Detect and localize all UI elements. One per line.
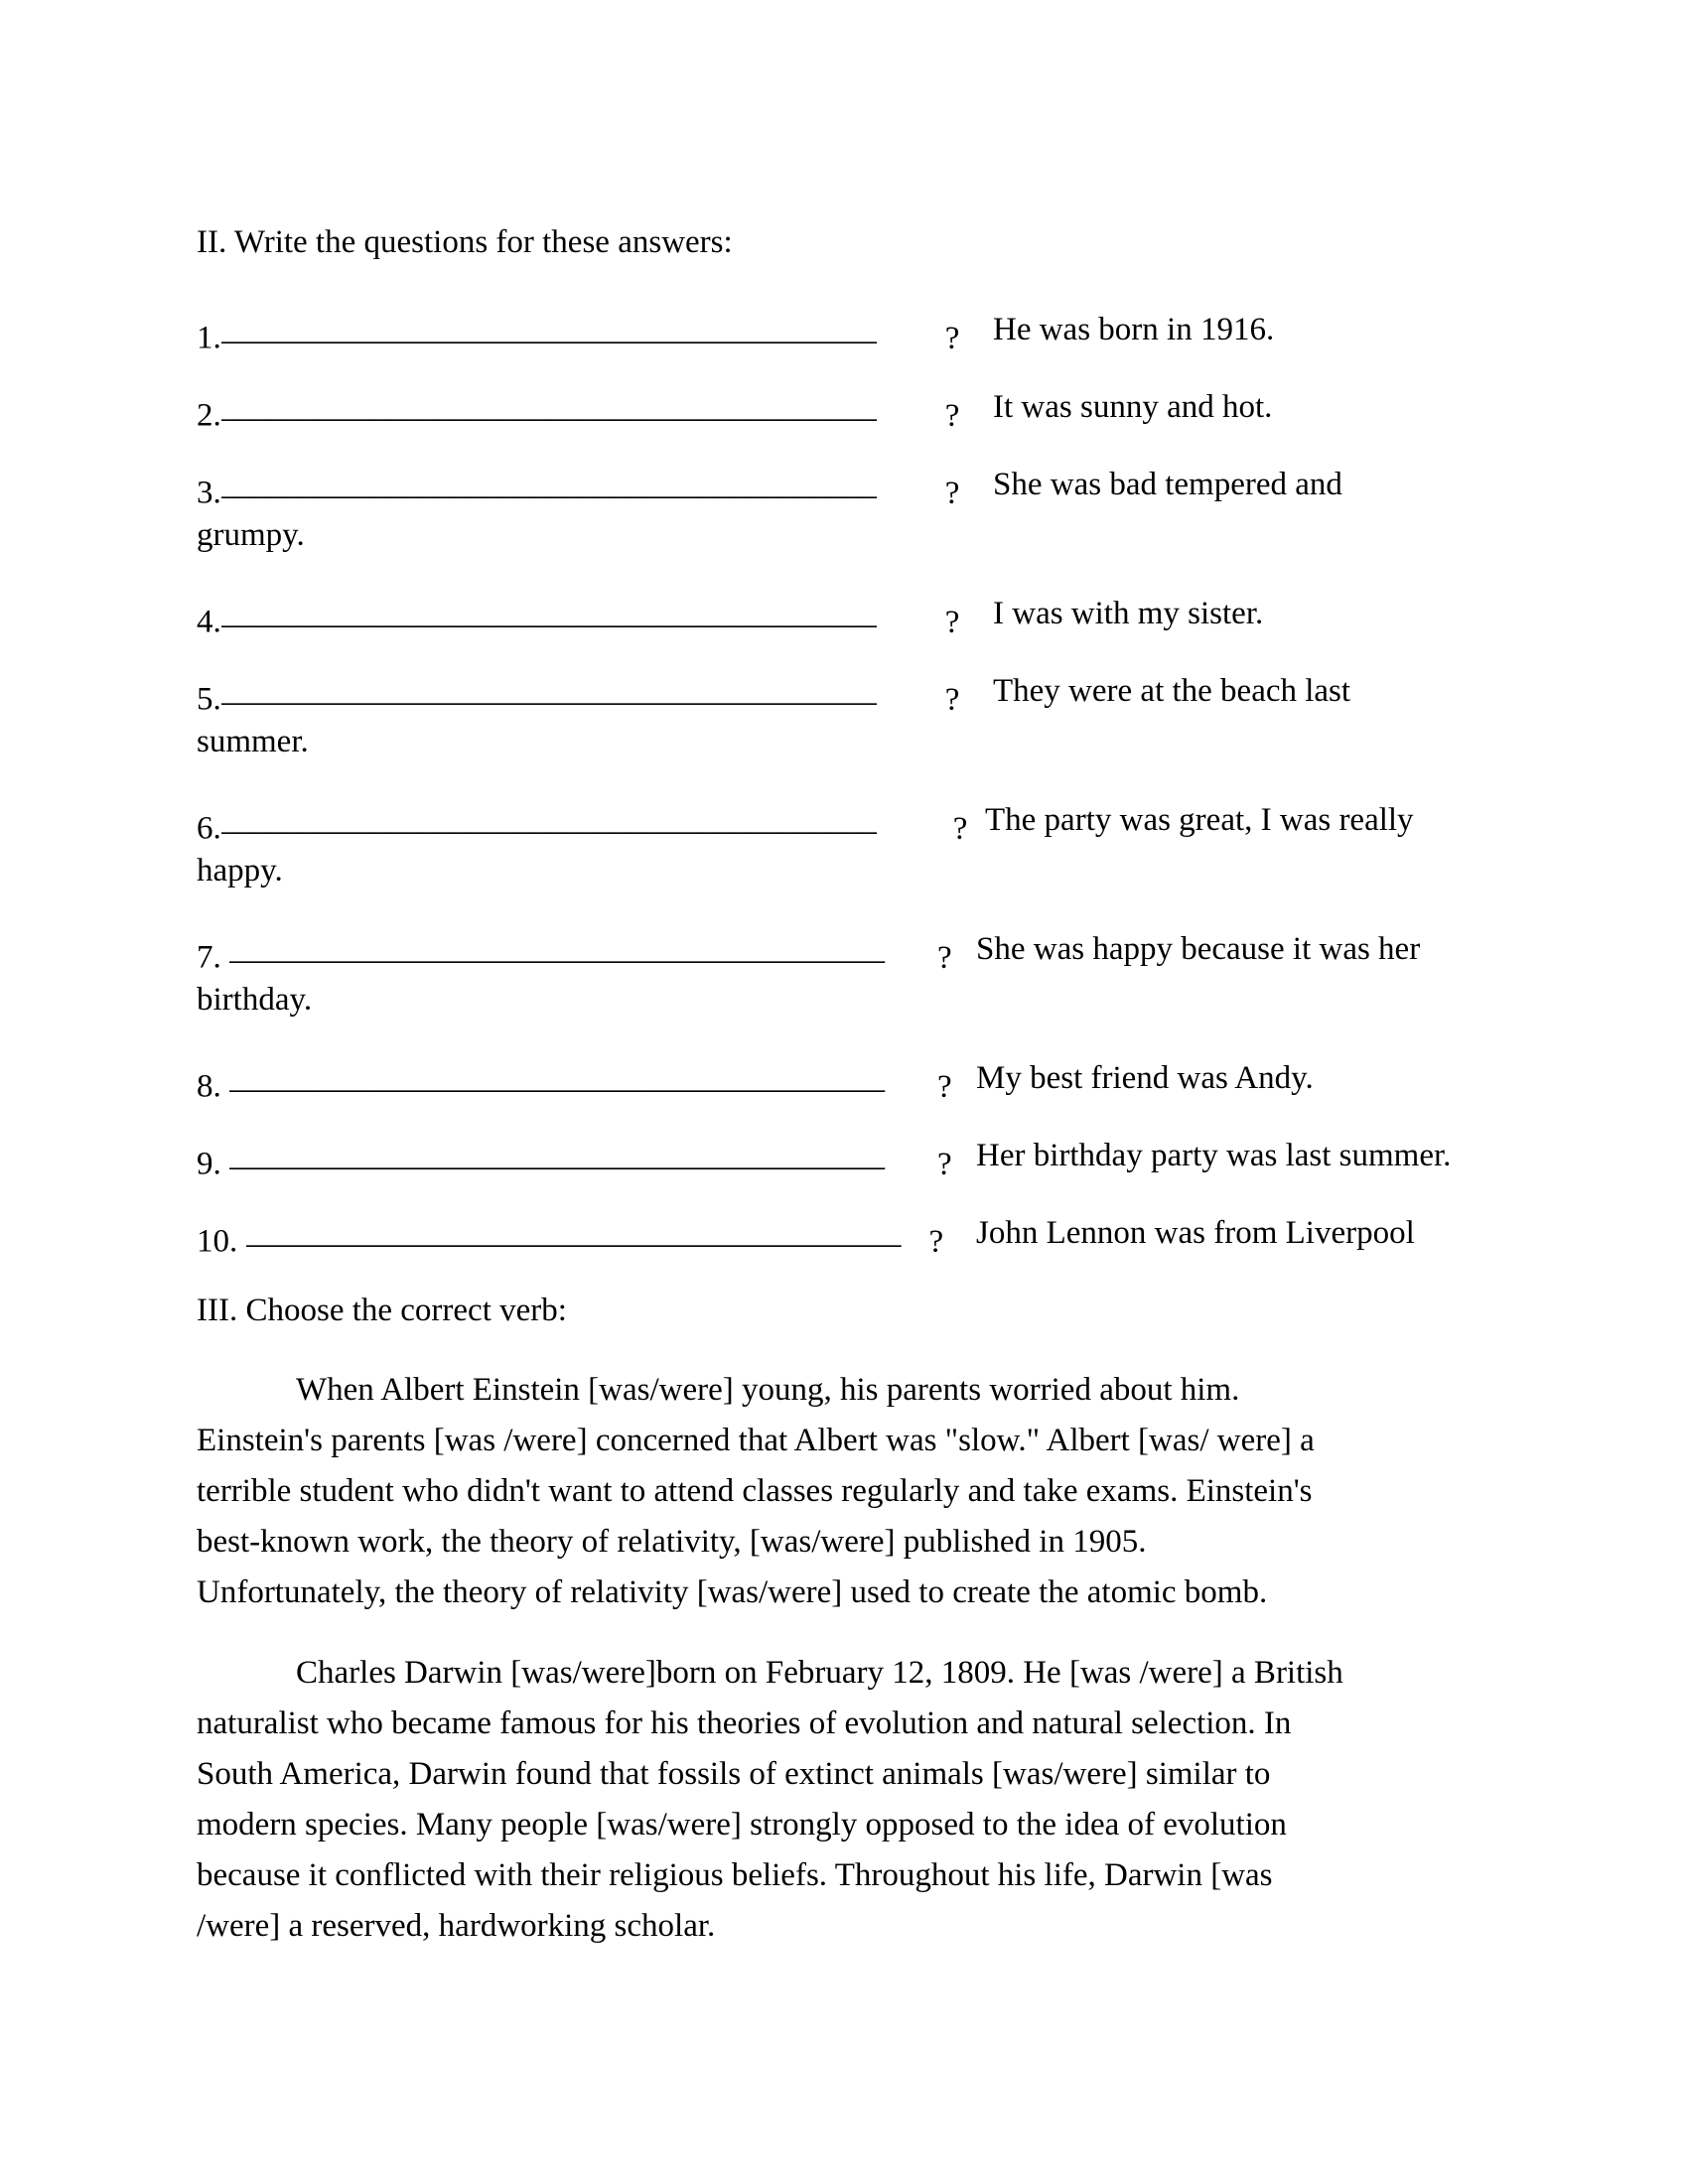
question-item-9 (197, 1140, 952, 1181)
section-2-heading: II. Write the questions for these answers: (197, 224, 733, 260)
given-answer-6: The party was great, I was really (985, 802, 1414, 838)
question-mark: ? (937, 1146, 952, 1182)
paragraph-line: Unfortunately, the theory of relativity [was/were] used to create the atomic bomb. (197, 1574, 1268, 1610)
question-mark: ? (952, 810, 968, 847)
answer-blank-input[interactable]: ________________________________________ (220, 598, 877, 631)
item-number: 10. (197, 1223, 238, 1260)
given-answer-7: She was happy because it was her (976, 931, 1421, 967)
given-answer-6-continued: happy. (197, 853, 283, 888)
answer-blank-input[interactable]: ________________________________________ (220, 391, 877, 425)
given-answer-5: They were at the beach last (993, 673, 1351, 709)
paragraph-line: terrible student who didn't want to attend classes regularly and take exams. Einstein's (197, 1473, 1313, 1509)
question-item-10 (197, 1217, 943, 1259)
given-answer-4: I was with my sister. (993, 596, 1264, 631)
question-item-2 (197, 391, 959, 433)
question-mark: ? (944, 397, 960, 434)
item-number: 1. (197, 320, 221, 356)
given-answer-8: My best friend was Andy. (976, 1060, 1314, 1096)
answer-blank-input[interactable]: ________________________________________ (220, 675, 877, 709)
answer-blank-input[interactable]: ________________________________________ (220, 314, 877, 347)
item-number: 8. (197, 1068, 221, 1105)
answer-blank-input[interactable]: ________________________________________ (229, 1062, 885, 1096)
given-answer-5-continued: summer. (197, 724, 309, 759)
item-number: 5. (197, 681, 221, 718)
item-number: 7. (197, 939, 221, 976)
given-answer-3: She was bad tempered and (993, 467, 1342, 502)
answer-blank-input[interactable]: ________________________________________ (245, 1217, 902, 1251)
question-mark: ? (944, 475, 960, 511)
paragraph-line: because it conflicted with their religious beliefs. Throughout his life, Darwin [was (197, 1857, 1273, 1893)
question-mark: ? (944, 681, 960, 718)
paragraph-line: best-known work, the theory of relativity, [was/were] published in 1905. (197, 1524, 1147, 1560)
item-number: 4. (197, 604, 221, 640)
given-answer-7-continued: birthday. (197, 982, 313, 1018)
answer-blank-input[interactable]: ________________________________________ (220, 469, 877, 502)
given-answer-9: Her birthday party was last summer. (976, 1138, 1452, 1173)
question-mark: ? (944, 320, 960, 356)
answer-blank-input[interactable]: ________________________________________ (220, 804, 877, 838)
item-number: 3. (197, 475, 221, 511)
question-item-1 (197, 314, 959, 355)
question-item-6 (197, 804, 967, 846)
paragraph-line: When Albert Einstein [was/were] young, his parents worried about him. (296, 1372, 1240, 1408)
item-number: 2. (197, 397, 221, 434)
paragraph-line: Einstein's parents [was /were] concerned that Albert was "slow." Albert [was/ were] a (197, 1423, 1315, 1458)
answer-blank-input[interactable]: ________________________________________ (229, 1140, 885, 1173)
paragraph-line: Charles Darwin [was/were]born on February 12, 1809. He [was /were] a British (296, 1655, 1343, 1691)
question-item-8 (197, 1062, 952, 1104)
question-item-7 (197, 933, 952, 975)
answer-blank-input[interactable]: ________________________________________ (229, 933, 885, 967)
item-number: 6. (197, 810, 221, 847)
question-mark: ? (937, 939, 952, 976)
question-item-3 (197, 469, 959, 510)
question-item-5 (197, 675, 959, 717)
paragraph-line: modern species. Many people [was/were] strongly opposed to the idea of evolution (197, 1807, 1287, 1843)
question-mark: ? (928, 1223, 944, 1260)
item-number: 9. (197, 1146, 221, 1182)
question-mark: ? (944, 604, 960, 640)
given-answer-2: It was sunny and hot. (993, 389, 1273, 425)
given-answer-1: He was born in 1916. (993, 312, 1275, 347)
question-item-4 (197, 598, 959, 639)
section-3-heading: III. Choose the correct verb: (197, 1293, 567, 1328)
paragraph-line: /were] a reserved, hardworking scholar. (197, 1908, 716, 1944)
given-answer-10: John Lennon was from Liverpool (976, 1215, 1415, 1251)
paragraph-line: naturalist who became famous for his theories of evolution and natural selection. In (197, 1706, 1292, 1741)
given-answer-3-continued: grumpy. (197, 517, 305, 553)
paragraph-line: South America, Darwin found that fossils of extinct animals [was/were] similar to (197, 1756, 1271, 1792)
question-mark: ? (937, 1068, 952, 1105)
